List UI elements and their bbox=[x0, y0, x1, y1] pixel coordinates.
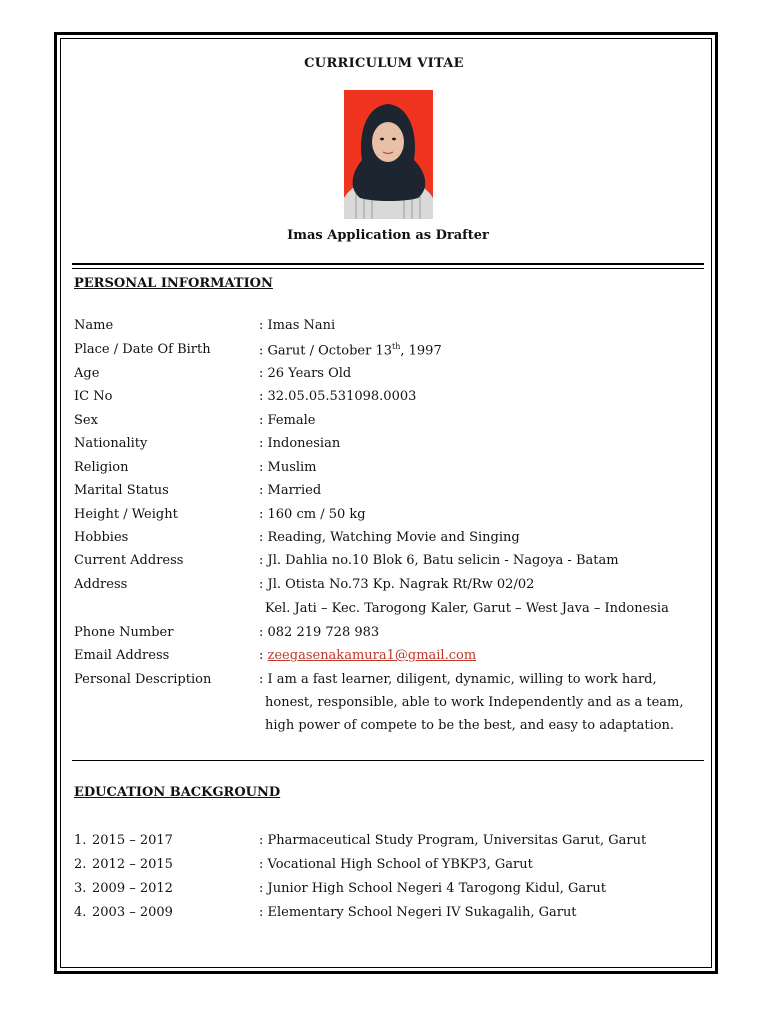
field-value: : Reading, Watching Movie and Singing bbox=[259, 530, 520, 545]
field-value: : Indonesian bbox=[259, 436, 341, 451]
field-value: : I am a fast learner, diligent, dynamic, willing to work hard, bbox=[259, 672, 657, 687]
field-label: Address bbox=[74, 577, 128, 592]
education-background-heading: EDUCATION BACKGROUND bbox=[74, 785, 281, 800]
address-continuation: Kel. Jati – Kec. Tarogong Kaler, Garut – West Java – Indonesia bbox=[265, 601, 669, 616]
section-divider-double bbox=[72, 263, 704, 269]
education-period: 2015 – 2017 bbox=[92, 833, 173, 848]
application-subtitle: Imas Application as Drafter bbox=[287, 228, 489, 243]
field-value: : Married bbox=[259, 483, 322, 498]
personal-information-heading: PERSONAL INFORMATION bbox=[74, 276, 273, 291]
ordinal-suffix: th bbox=[392, 342, 401, 351]
education-period: 2003 – 2009 bbox=[92, 905, 173, 920]
education-school: : Pharmaceutical Study Program, Universitas Garut, Garut bbox=[259, 833, 647, 848]
field-label: Nationality bbox=[74, 436, 148, 451]
education-period: 2012 – 2015 bbox=[92, 857, 173, 872]
birth-date-text: : Garut / October 13 bbox=[259, 343, 392, 359]
field-label: Hobbies bbox=[74, 530, 129, 545]
field-value: : 32.05.05.531098.0003 bbox=[259, 389, 417, 404]
field-label: Personal Description bbox=[74, 672, 212, 687]
item-number: 1. bbox=[74, 833, 87, 848]
item-number: 2. bbox=[74, 857, 87, 872]
portrait-illustration bbox=[344, 90, 433, 219]
field-value: : Female bbox=[259, 413, 316, 428]
education-school: : Elementary School Negeri IV Sukagalih, Garut bbox=[259, 905, 577, 920]
profile-photo bbox=[344, 90, 433, 219]
field-label: Place / Date Of Birth bbox=[74, 342, 211, 357]
field-value: : 160 cm / 50 kg bbox=[259, 507, 366, 522]
field-label: IC No bbox=[74, 389, 113, 404]
education-period: 2009 – 2012 bbox=[92, 881, 173, 896]
field-label: Religion bbox=[74, 460, 129, 475]
field-value bbox=[259, 342, 442, 358]
field-label: Current Address bbox=[74, 553, 184, 568]
field-label: Name bbox=[74, 318, 114, 333]
field-label: Height / Weight bbox=[74, 507, 178, 522]
field-value: : Jl. Dahlia no.10 Blok 6, Batu selicin - Nagoya - Batam bbox=[259, 553, 619, 568]
education-school: : Vocational High School of YBKP3, Garut bbox=[259, 857, 533, 872]
section-divider bbox=[72, 760, 704, 761]
description-continuation-1: honest, responsible, able to work Independently and as a team, bbox=[265, 695, 684, 710]
document-title: CURRICULUM VITAE bbox=[304, 56, 464, 71]
email-link[interactable]: zeegasenakamura1@gmail.com bbox=[267, 648, 477, 663]
field-value: : 082 219 728 983 bbox=[259, 625, 380, 640]
field-value: : 26 Years Old bbox=[259, 366, 352, 381]
field-value: : Jl. Otista No.73 Kp. Nagrak Rt/Rw 02/02 bbox=[259, 577, 535, 592]
field-value: : Muslim bbox=[259, 460, 317, 475]
colon-separator: : bbox=[259, 648, 268, 663]
field-label: Sex bbox=[74, 413, 98, 428]
field-value bbox=[259, 648, 476, 663]
item-number: 3. bbox=[74, 881, 87, 896]
item-number: 4. bbox=[74, 905, 87, 920]
field-label: Phone Number bbox=[74, 625, 174, 640]
birth-year-text: , 1997 bbox=[400, 343, 442, 359]
education-school: : Junior High School Negeri 4 Tarogong Kidul, Garut bbox=[259, 881, 606, 896]
field-value: : Imas Nani bbox=[259, 318, 336, 333]
field-label: Email Address bbox=[74, 648, 170, 663]
description-continuation-2: high power of compete to be the best, and easy to adaptation. bbox=[265, 718, 675, 733]
field-label: Marital Status bbox=[74, 483, 169, 498]
field-label: Age bbox=[74, 366, 100, 381]
